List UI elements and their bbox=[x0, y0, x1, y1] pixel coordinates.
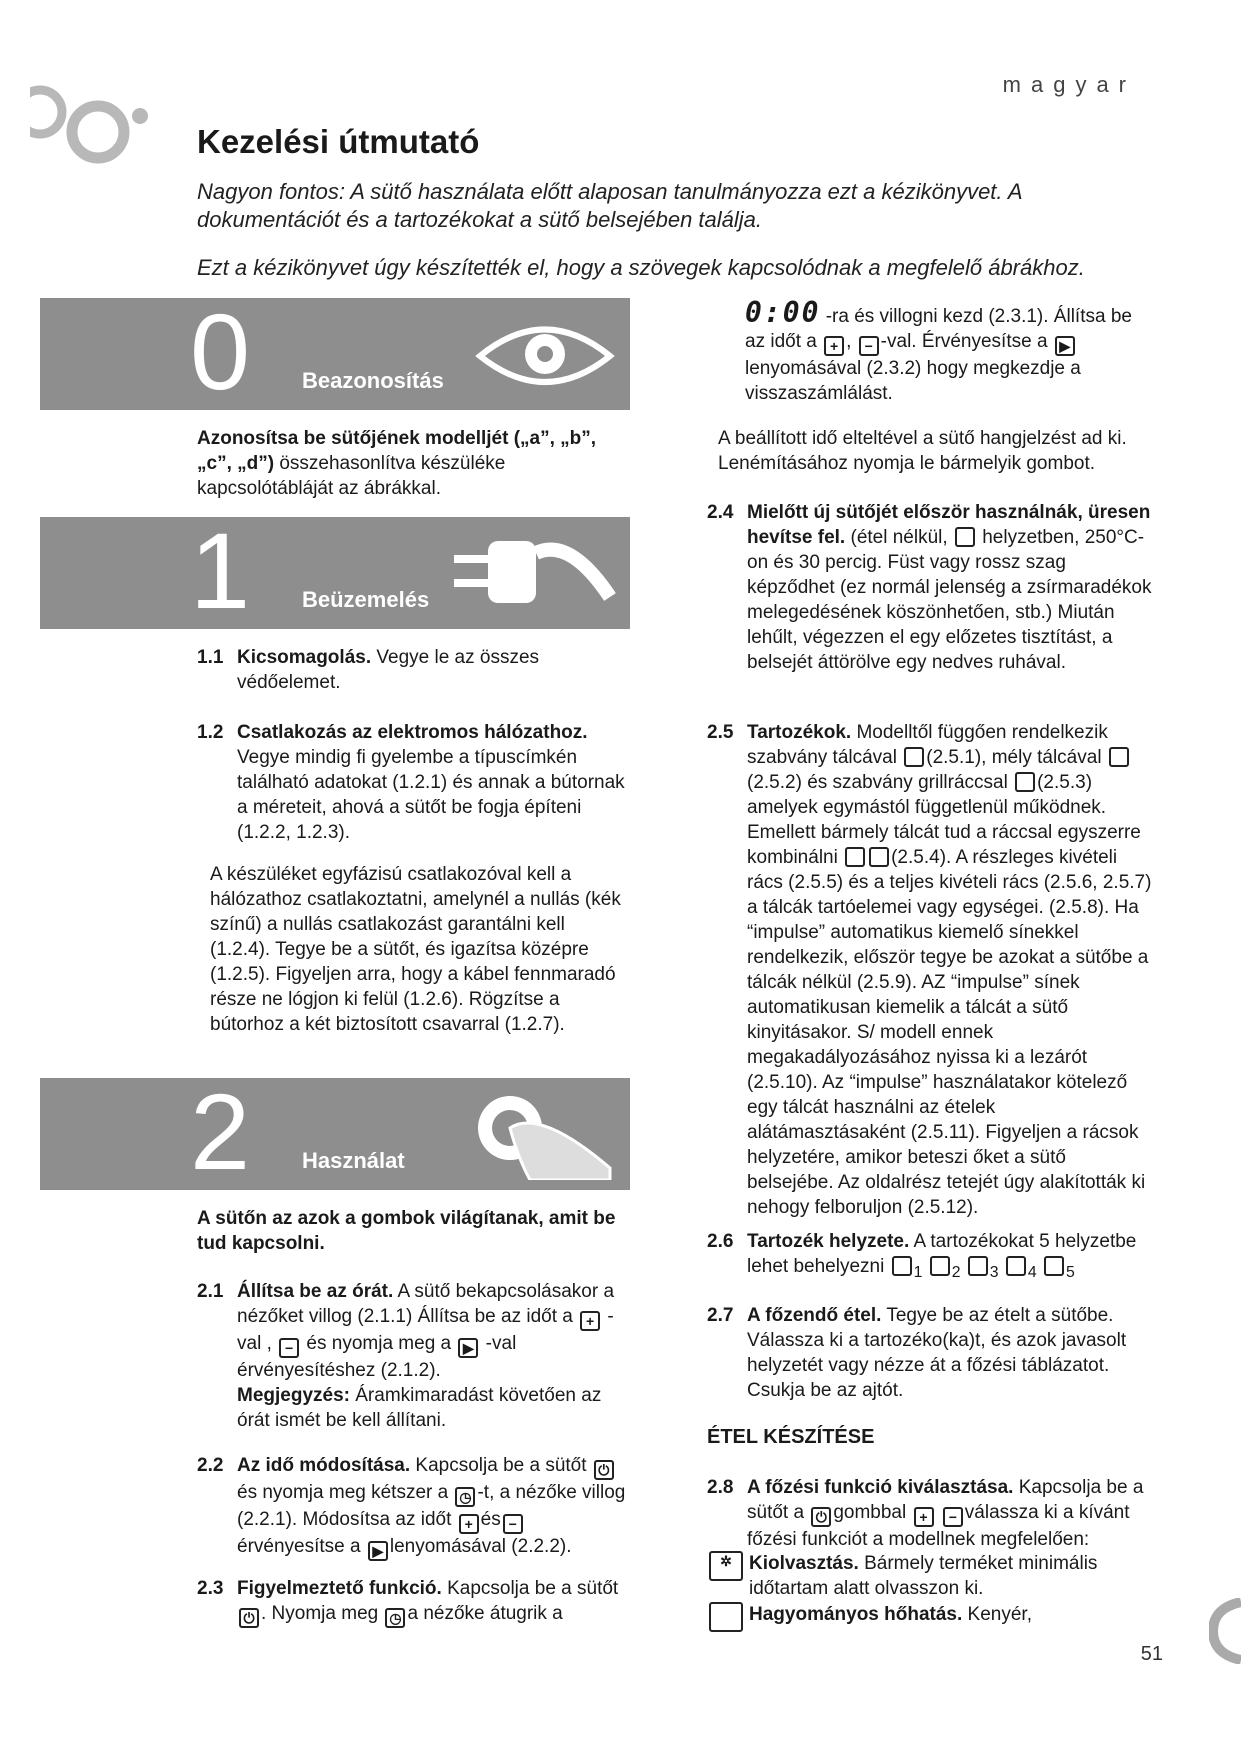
s25-text-3: (2.5.2) és szabvány grillráccsal bbox=[747, 772, 1008, 793]
s21-bold: Állítsa be az órát. bbox=[237, 1281, 394, 1302]
page-title: Kezelési útmutató bbox=[197, 123, 480, 160]
s27-text: Tegye be az ételt a sütőbe. Válassza ki a tartozéko(ka)t, és azok javasolt helyzetét vagy nézze át a főzési táblázatot. Csukja be az ajtót. bbox=[747, 1305, 1127, 1401]
s21-text: A sütő bekapcsolásakor a nézőket villog (2.1.1) Állítsa be az időt a bbox=[237, 1281, 615, 1327]
section-number: 2 bbox=[190, 1078, 251, 1190]
section-number-1-2: 1.2 bbox=[197, 722, 224, 743]
s24-bold: Mielőtt új sütőjét először használnák, üresen hevítse fel. bbox=[747, 502, 1151, 548]
section-number-2-5: 2.5 bbox=[707, 722, 734, 743]
deep-tray-icon bbox=[1109, 747, 1129, 767]
s21-text-3: és nyomja meg a bbox=[306, 1333, 452, 1354]
section-2-1 bbox=[197, 1279, 632, 1433]
section-number-2-7: 2.7 bbox=[707, 1305, 734, 1326]
identify-text: összehasonlítva készüléke kapcsolótábláját az ábrákkal. bbox=[197, 453, 506, 499]
conventional-bold: Hagyományos hőhatás. bbox=[749, 1604, 963, 1625]
minus-icon: − bbox=[943, 1507, 963, 1527]
power-icon: ⏻ bbox=[811, 1507, 831, 1527]
r1-text-4: lenyomásával (2.3.2) hogy megkezdje a visszaszámlálást. bbox=[745, 358, 1081, 404]
s28-text-2: gombbal bbox=[833, 1502, 907, 1523]
timer-instructions bbox=[745, 296, 1150, 406]
section-label: Használat bbox=[302, 1148, 405, 1173]
defrost-text: Bármely terméket minimális időtartam alatt olvasszon ki. bbox=[749, 1553, 1098, 1599]
s21-text-5: érvényesítéshez (2.1.2). bbox=[237, 1360, 441, 1381]
section-1-2 bbox=[197, 720, 632, 845]
s28-text-3: válassza ki a kívánt főzési funkciót a modellnek megfelelően: bbox=[747, 1502, 1130, 1550]
section-number-2-1: 2.1 bbox=[197, 1281, 224, 1302]
s12-bold: Csatlakozás az elektromos hálózathoz. bbox=[237, 722, 588, 743]
shelf-position-icon bbox=[1006, 1256, 1026, 1276]
play-icon: ▶ bbox=[1055, 336, 1075, 356]
shelf-position-icon bbox=[930, 1256, 950, 1276]
s21-text-4: -val bbox=[485, 1333, 517, 1354]
shelf-position-icon bbox=[1044, 1256, 1064, 1276]
s24-text-2: helyzetben, 250°C-on és 30 percig. Füst vagy rossz szag képződhet (ez normál jelenség a zsírmaradékok melegedésének köszönhetően, stb.) Miután lehűlt, végezzen el egy előzetes tisztítást, a belsejét áttörölve egy nedves ruhával. bbox=[747, 527, 1152, 673]
defrost-mode bbox=[707, 1551, 1157, 1601]
section-number-2-6: 2.6 bbox=[707, 1231, 734, 1252]
clock-icon: ◷ bbox=[455, 1487, 475, 1507]
section-number: 0 bbox=[190, 298, 251, 410]
section-2-6 bbox=[707, 1229, 1152, 1285]
conventional-text: Kenyér, bbox=[962, 1604, 1032, 1625]
r1-text: -ra és villogni kezd (2.3.1). Állítsa be az időt a bbox=[745, 306, 1132, 352]
defrost-bold: Kiolvasztás. bbox=[749, 1553, 859, 1574]
section-number-2-4: 2.4 bbox=[707, 502, 734, 523]
s26-text: A tartozékokat 5 helyzetbe lehet behelyezni bbox=[747, 1231, 1137, 1277]
s25-text: Modelltől függően rendelkezik szabvány tálcával bbox=[747, 722, 1108, 768]
shelf-position-icon bbox=[892, 1256, 912, 1276]
language-label: magyar bbox=[1002, 72, 1136, 97]
tray-icon bbox=[904, 747, 924, 767]
s25-text-4: (2.5.3) amelyek egymástól függetlenül működnek. Emellett bármely tálcát tud a ráccsal egyszerre kombinálni bbox=[747, 772, 1141, 868]
section-2-5 bbox=[707, 720, 1152, 1220]
section-2-4 bbox=[707, 500, 1152, 675]
plug-icon bbox=[450, 527, 620, 619]
play-icon: ▶ bbox=[458, 1338, 478, 1358]
power-icon: ⏻ bbox=[239, 1608, 259, 1628]
conventional-mode-icon bbox=[709, 1602, 743, 1632]
clock-icon: ◷ bbox=[385, 1608, 405, 1628]
s11-bold: Kicsomagolás. bbox=[237, 647, 372, 668]
section-2-2 bbox=[197, 1453, 632, 1561]
s11-text: Vegye le az összes védőelemet. bbox=[237, 647, 540, 693]
section-number-2-3: 2.3 bbox=[197, 1578, 224, 1599]
position-label: 2 bbox=[951, 1263, 961, 1281]
intro-text-2: Ezt a kézikönyvet úgy készítették el, hogy a szövegek kapcsolódnak a megfelelő ábrákhoz. bbox=[197, 255, 1085, 280]
plus-icon: + bbox=[459, 1514, 479, 1534]
s22-text-6: lenyomásával (2.2.2). bbox=[389, 1536, 572, 1557]
conventional-mode-icon bbox=[955, 527, 975, 547]
s23-text: Kapcsolja be a sütőt bbox=[441, 1578, 619, 1599]
usage-intro: A sütőn az azok a gombok világítanak, amit be tud kapcsolni. bbox=[197, 1208, 616, 1254]
plus-icon: + bbox=[914, 1507, 934, 1527]
s22-text: Kapcsolja be a sütőt bbox=[410, 1455, 587, 1476]
s25-bold: Tartozékok. bbox=[747, 722, 852, 743]
identify-bold: Azonosítsa be sütőjének modelljét („a”, „b”, „c”, „d”) bbox=[197, 428, 597, 474]
s22-bold: Az idő módosítása. bbox=[237, 1455, 411, 1476]
alarm-text: A beállított idő elteltével a sütő hangjelzést ad ki. Lenémításához nyomja le bármelyik gombot. bbox=[718, 428, 1127, 474]
defrost-icon: ✲ bbox=[709, 1551, 743, 1581]
s22-text-2: és nyomja meg kétszer a bbox=[237, 1482, 449, 1503]
play-icon: ▶ bbox=[368, 1541, 388, 1561]
finger-button-icon bbox=[460, 1088, 620, 1180]
s25-text-2: (2.5.1), mély tálcával bbox=[926, 747, 1102, 768]
r1-text-3: -val. Érvényesítse a bbox=[880, 331, 1048, 352]
position-label: 1 bbox=[913, 1263, 923, 1281]
position-label: 5 bbox=[1065, 1263, 1075, 1281]
position-label: 4 bbox=[1027, 1263, 1037, 1281]
intro-text: Nagyon fontos: A sütő használata előtt alaposan tanulmányozza ezt a kézikönyvet. A dokumentációt és a tartozékokat a sütő belsejében találja. bbox=[197, 179, 1022, 232]
note-text: Áramkimaradást követően az órát ismét be kell állítani. bbox=[237, 1385, 602, 1431]
r1-text-2: , bbox=[846, 331, 852, 352]
s22-text-4: és bbox=[480, 1509, 501, 1530]
page-number: 51 bbox=[1140, 1643, 1163, 1665]
grill-rack-icon bbox=[845, 847, 865, 867]
s22-text-3: -t, a nézőke villog (2.2.1). Módosítsa az időt bbox=[237, 1482, 626, 1530]
minus-icon: − bbox=[503, 1514, 523, 1534]
section-2-8 bbox=[707, 1475, 1152, 1552]
plus-icon: + bbox=[824, 336, 844, 356]
section-number-1-1: 1.1 bbox=[197, 647, 224, 668]
section-1-1 bbox=[197, 645, 632, 695]
s12-para2: A készüléket egyfázisú csatlakozóval kell a hálózathoz csatlakoztatni, amelynél a nullás (kék színű) a nullás csatlakozást garantálni kell (1.2.4). Tegye be a sütőt, és igazítsa középre (1.2.5). Figyeljen arra, hogy a kábel fennmaradó része ne lógjon ki felül (1.2.6). Rögzítse a bútorhoz a két biztosított csavarral (1.2.7). bbox=[210, 864, 621, 1035]
section-2-3 bbox=[197, 1576, 632, 1628]
brand-logo-icon bbox=[30, 80, 170, 180]
lcd-display: 0:00 bbox=[745, 296, 821, 329]
s12-text: Vegye mindig fi gyelembe a típuscímkén található adatokat (1.2.1) és annak a bútornak a méreteit, ahová a sütőt be fogja építeni (1.2.2, 1.2.3). bbox=[237, 747, 625, 843]
s26-bold: Tartozék helyzete. bbox=[747, 1231, 910, 1252]
identify-instructions bbox=[197, 426, 632, 501]
section-number-2-8: 2.8 bbox=[707, 1477, 734, 1498]
section-banner-identify bbox=[40, 298, 630, 410]
position-label: 3 bbox=[989, 1263, 999, 1281]
s21-text-2: -val , bbox=[237, 1306, 614, 1354]
tray-icon bbox=[869, 847, 889, 867]
section-label: Beazonosítás bbox=[302, 368, 444, 393]
section-banner-install bbox=[40, 517, 630, 629]
minus-icon: − bbox=[279, 1338, 299, 1358]
shelf-position-icon bbox=[968, 1256, 988, 1276]
note-bold: Megjegyzés: bbox=[237, 1385, 350, 1406]
s22-text-5: érvényesítse a bbox=[237, 1536, 361, 1557]
eye-icon bbox=[470, 308, 620, 400]
section-label: Beüzemelés bbox=[302, 587, 430, 612]
s25-text-5: (2.5.4). A részleges kivételi rács (2.5.5) és a teljes kivételi rács (2.5.6, 2.5.7) a tálcák tartóelemei vagy egységei. (2.5.8). Ha “impulse” automatikus kiemelő sínekkel rendelkezik, először tegye be azokat a sütőbe a tálcák nélkül (2.5.9). AZ “impulse” sínek automatikusan kiemelik a tálcát a sütő kinyitásakor. S/ modell ennek megakadályozásához nyissa ki a lezárót (2.5.10). Az “impulse” használatakor kötelező egy tálcát használni az ételek alátámasztásaként (2.5.11). Figyeljen a rácsok helyzetére, amikor beteszi őket a sütő belsejébe. Az oldalrész tetejét úgy alakították ki nehogy felboruljon (2.5.12). bbox=[747, 847, 1152, 1218]
section-banner-usage bbox=[40, 1078, 630, 1190]
s27-bold: A főzendő étel. bbox=[747, 1305, 882, 1326]
plus-icon: + bbox=[580, 1311, 600, 1331]
s28-bold: A főzési funkció kiválasztása. bbox=[747, 1477, 1014, 1498]
minus-icon: − bbox=[859, 336, 879, 356]
section-number-2-2: 2.2 bbox=[197, 1455, 224, 1476]
section-2-7 bbox=[707, 1303, 1152, 1403]
section-number: 1 bbox=[190, 517, 251, 629]
section-heading: ÉTEL KÉSZÍTÉSE bbox=[707, 1426, 875, 1448]
decorative-curve-icon bbox=[1209, 1598, 1241, 1664]
grill-rack-icon bbox=[1015, 772, 1035, 792]
power-icon: ⏻ bbox=[594, 1460, 614, 1480]
s23-text-2: . Nyomja meg bbox=[261, 1603, 379, 1624]
s23-bold: Figyelmeztető funkció. bbox=[237, 1578, 442, 1599]
conventional-mode bbox=[707, 1602, 1157, 1632]
s28-text: Kapcsolja be a sütőt a bbox=[747, 1477, 1144, 1523]
s24-text: (étel nélkül, bbox=[845, 527, 948, 548]
s23-text-3: a nézőke átugrik a bbox=[407, 1603, 563, 1624]
